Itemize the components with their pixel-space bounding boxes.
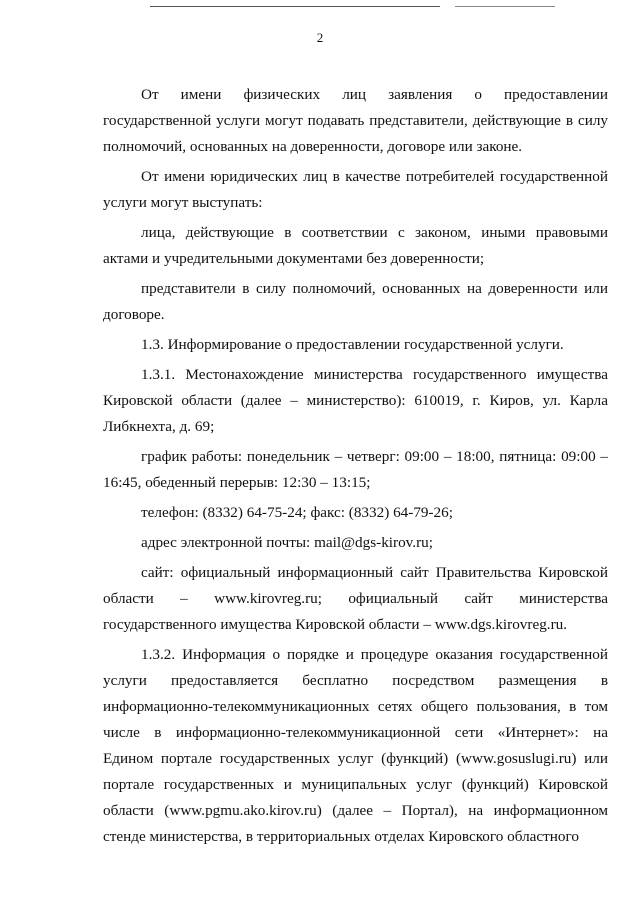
paragraph-location: 1.3.1. Местонахождение министерства государственного имущества Кировской области (далее – министерство): 610019, г. Киров, ул. Карла Либкнехта, д. 69; bbox=[103, 366, 608, 435]
paragraph-phone: телефон: (8332) 64-75-24; факс: (8332) 64-79-26; bbox=[141, 504, 453, 521]
paragraph-email: адрес электронной почты: mail@dgs-kirov.ru; bbox=[141, 534, 433, 551]
paragraph-individuals: От имени физических лиц заявления о предоставлении государственной услуги могут подавать представители, действующие в силу полномочий, основанных на доверенности, договоре или законе. bbox=[103, 86, 608, 155]
document-body bbox=[103, 82, 608, 854]
paragraph-websites: сайт: официальный информационный сайт Правительства Кировской области – www.kirovreg.ru; официальный сайт министерства государственного имущества Кировской области – www.dgs.kirovreg.ru. bbox=[103, 564, 608, 633]
paragraph-information-procedure: 1.3.2. Информация о порядке и процедуре оказания государственной услуги предоставляется бесплатно посредством размещения в информационно-телекоммуникационных сетях общего пользования, в том числе в информационно-телекоммуникационной сети «Интернет»: на Едином портале государственных услуг (функций) (www.gosuslugi.ru) или портале государственных и муниципальных услуг (функций) Кировской области (www.pgmu.ako.kirov.ru) (далее – Портал), на информационном стенде министерства, в территориальных отделах Кировского областного bbox=[103, 646, 608, 845]
paragraph-legal-entities: От имени юридических лиц в качестве потребителей государственной услуги могут выступать: bbox=[103, 168, 608, 211]
top-scan-line-right bbox=[455, 6, 555, 7]
section-heading-1-3: 1.3. Информирование о предоставлении государственной услуги. bbox=[141, 336, 564, 353]
paragraph-representatives: представители в силу полномочий, основанных на доверенности или договоре. bbox=[103, 280, 608, 323]
top-scan-line bbox=[150, 6, 440, 7]
paragraph-schedule: график работы: понедельник – четверг: 09:00 – 18:00, пятница: 09:00 – 16:45, обеденный перерыв: 12:30 – 13:15; bbox=[103, 448, 608, 491]
page-number: 2 bbox=[316, 30, 324, 45]
paragraph-persons-by-law: лица, действующие в соответствии с законом, иными правовыми актами и учредительными документами без доверенности; bbox=[103, 224, 608, 267]
